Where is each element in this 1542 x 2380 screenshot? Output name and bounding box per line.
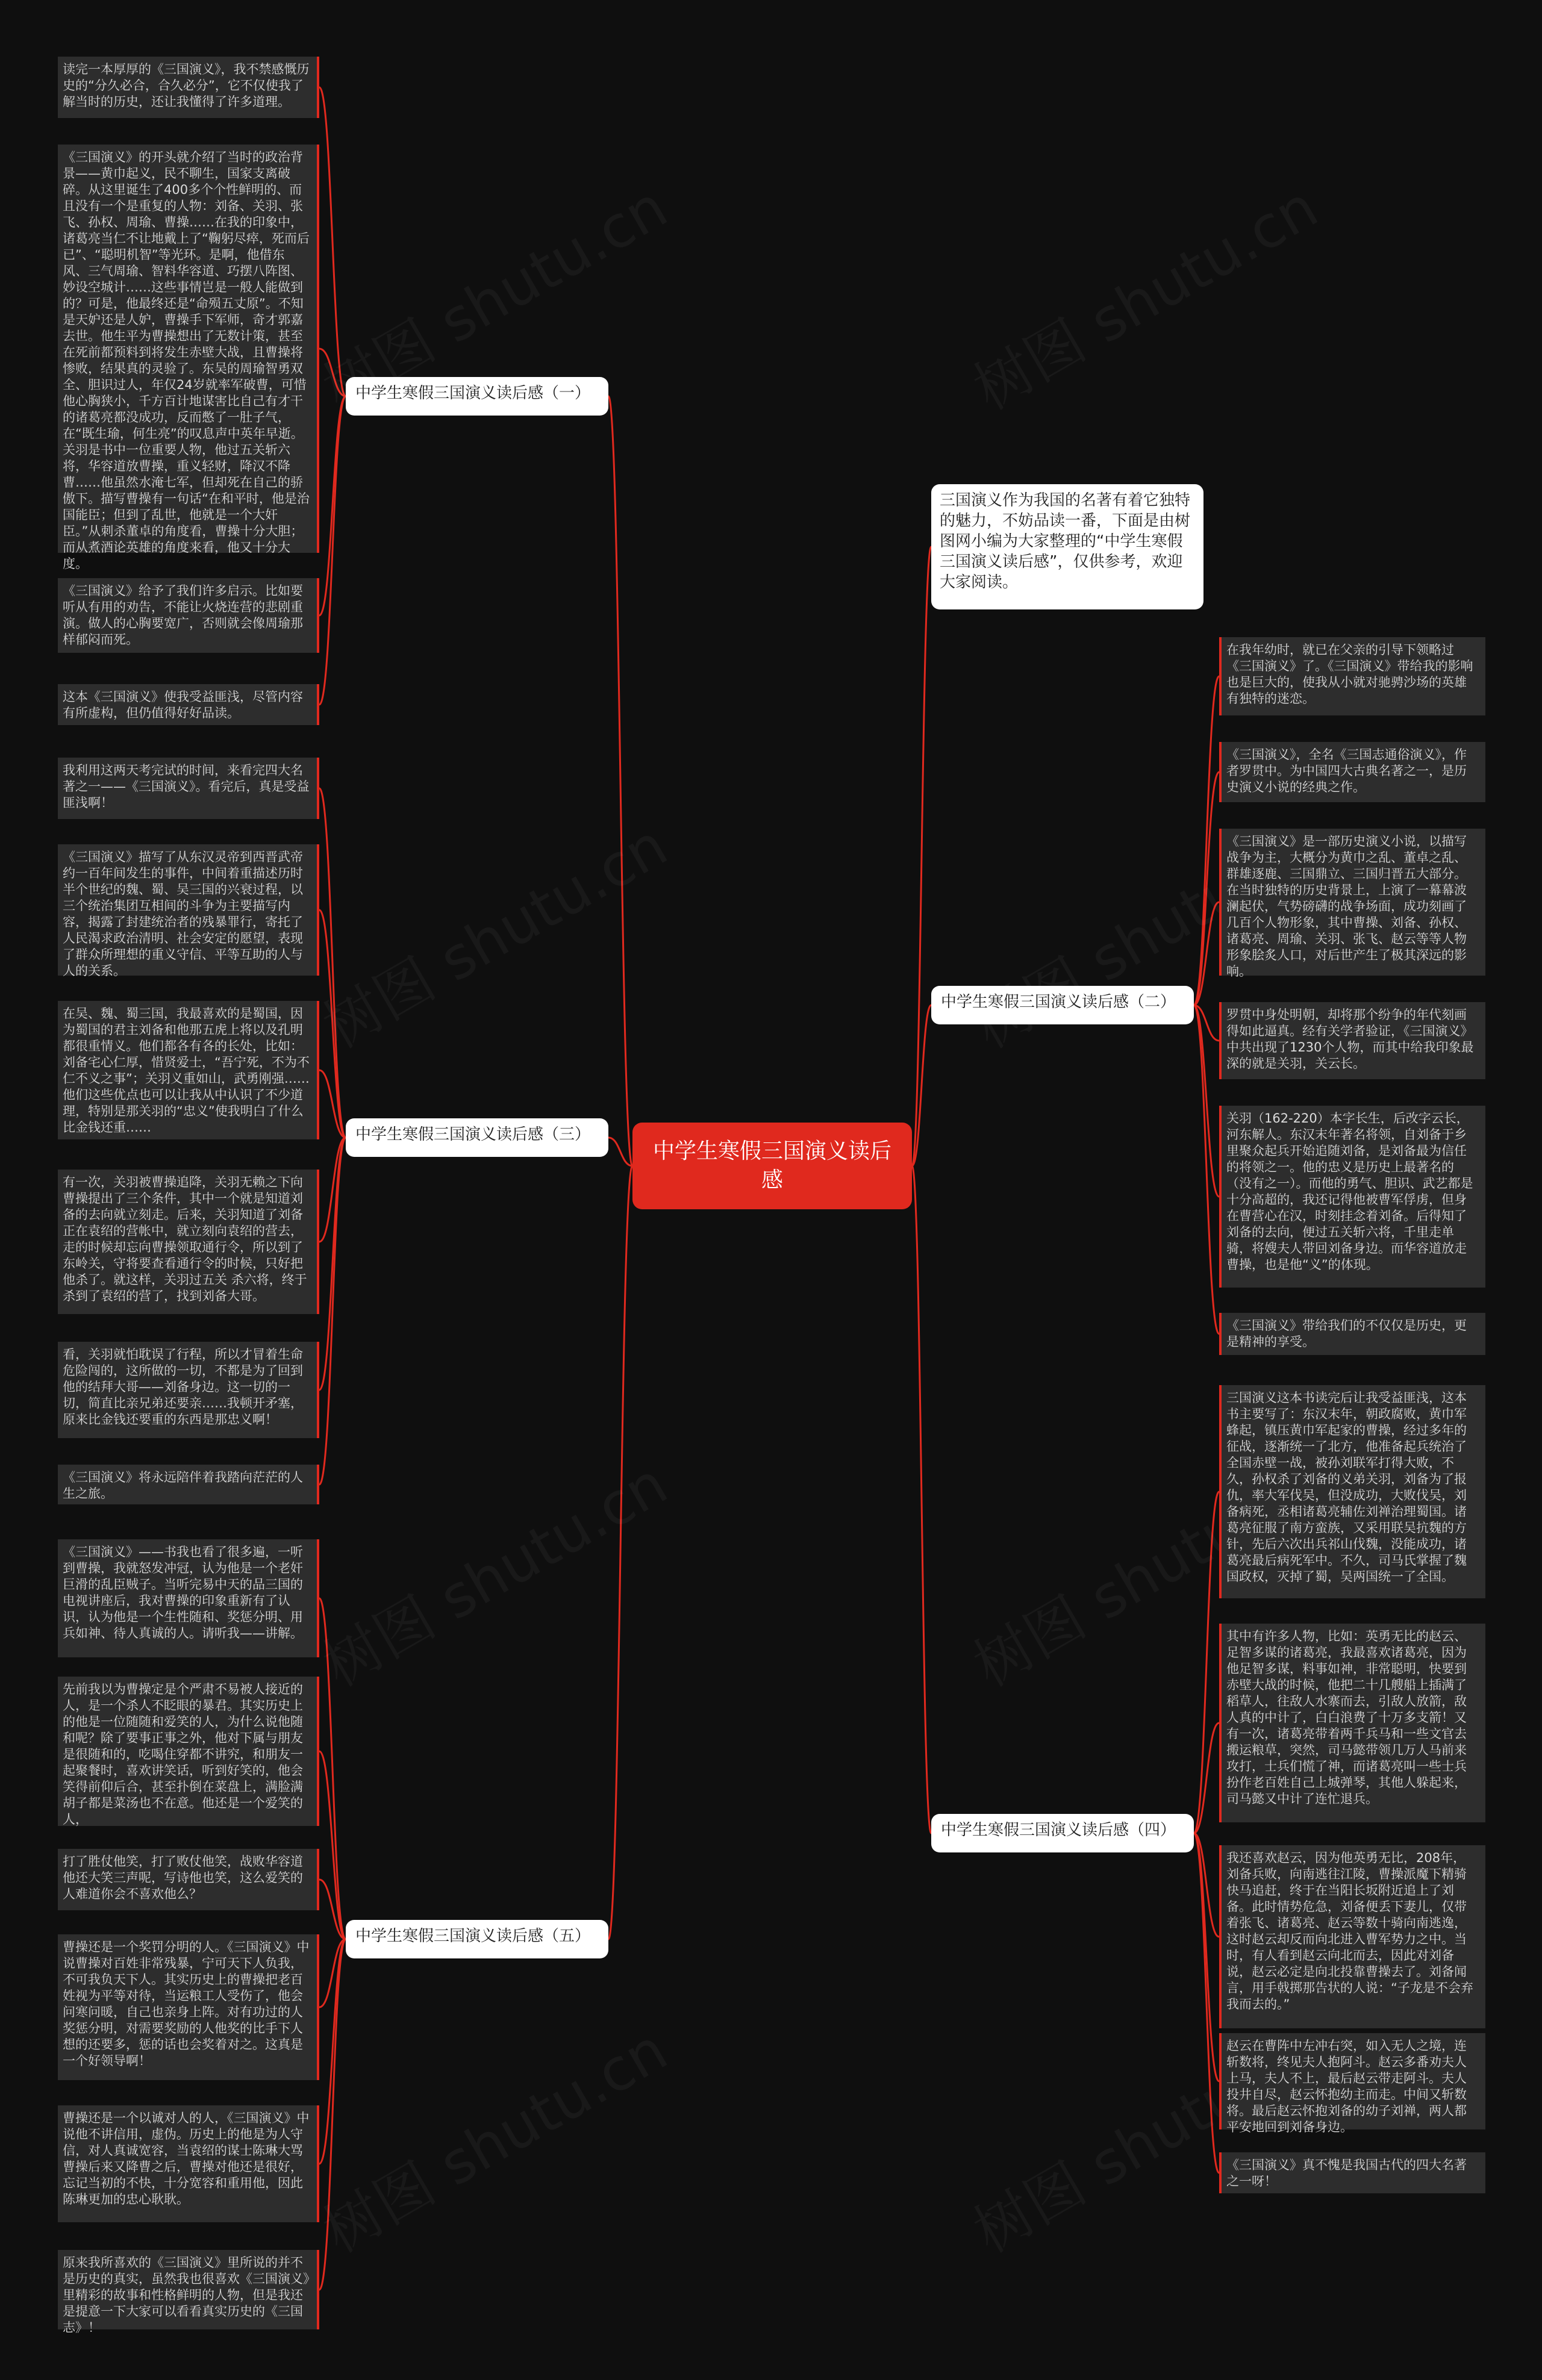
leaf-text: 读完一本厚厚的《三国演义》，我不禁感慨历史的“分久必合，合久必分”，它不仅使我了解当时的历史，还让我懂得了许多道理。 [63, 62, 310, 109]
branch-node-4[interactable] [931, 1814, 1194, 1852]
leaf-text: 在我年幼时，就已在父亲的引导下领略过《三国演义》了。《三国演义》带给我的影响也是巨大的，使我从小就对驰骋沙场的英雄有独特的迷恋。 [1226, 643, 1473, 706]
center-to-branch-line [912, 1166, 931, 1833]
leaf-note[interactable] [58, 1934, 319, 2080]
branch-label: 中学生寒假三国演义读后感（三） [355, 1126, 591, 1144]
branch-label: 中学生寒假三国演义读后感（五） [355, 1927, 591, 1945]
leaf-note[interactable] [1219, 1385, 1485, 1598]
leaf-text: 《三国演义》真不愧是我国古代的四大名著之一呀！ [1226, 2158, 1467, 2188]
branch-label: 中学生寒假三国演义读后感（二） [941, 993, 1176, 1011]
leaf-note[interactable] [1219, 1313, 1485, 1355]
central-topic[interactable] [632, 1123, 912, 1209]
leaf-note[interactable] [58, 1342, 319, 1438]
leaf-text: 赵云在曹阵中左冲右突，如入无人之境，连斩数将，终见夫人抱阿斗。赵云多番劝夫人上马，夫人不上，最后赵云带走阿斗。夫人投井自尽，赵云怀抱幼主而走。中间又斩数将。最后赵云怀抱刘备的幼子刘禅，两人都平安地回到刘备身边。 [1226, 2039, 1467, 2134]
leaf-text: 《三国演义》是一部历史演义小说，以描写战争为主，大概分为黄巾之乱、董卓之乱、群雄逐鹿、三国鼎立、三国归晋五大部分。在当时独特的历史背景上，上演了一幕幕波澜起伏，气势磅礴的战争场面，成功刻画了几百个人物形象，其中曹操、刘备、孙权、诸葛亮、周瑜、关羽、张飞、赵云等等人物形象脍炙人口，对后世产生了极其深远的影响。 [1226, 834, 1467, 979]
leaf-note[interactable] [58, 578, 319, 653]
leaf-text: 这本《三国演义》使我受益匪浅，尽管内容有所虚构，但仍值得好好品读。 [63, 690, 303, 720]
leaf-text: 《三国演义》的开头就介绍了当时的政治背景——黄巾起义，民不聊生，国家支离破碎。从这里诞生了400多个个性鲜明的、而且没有一个是重复的人物：刘备、关羽、张飞、孙权、周瑜、曹操……在我的印象中，诸葛亮当仁不让地戴上了“鞠躬尽瘁，死而后已”、“聪明机智”等光环。是啊，他借东风、三气周瑜、智料华容道、巧摆八阵图、妙设空城计……这些事情岂是一般人能做到的？可是，他最终还是“命殒五丈原”。不知是天妒还是人妒，曹操手下军师，奇才郭嘉去世。他生平为曹操想出了无数计策，甚至在死前都预料到将发生赤壁大战，且曹操将惨败，结果真的灵验了。东吴的周瑜智勇双全、胆识过人，年仅24岁就率军破曹，可惜他心胸狭小，千方百计地谋害比自己有才干的诸葛亮都没成功，反而憋了一肚子气，在“既生瑜，何生亮”的叹息声中英年早逝。关羽是书中一位重要人物，他过五关斩六将，华容道放曹操，重义轻财，降汉不降曹……他虽然水淹七军，但却死在自己的骄傲下。描写曹操有一句话“在和平时，他是治国能臣；但到了乱世，他就是一个大奸臣。”从刺杀董卓的角度看，曹操十分大胆；而从煮酒论英雄的角度来看，他又十分大度。 [63, 150, 310, 571]
leaf-text: 先前我以为曹操定是个严肃不易被人接近的人，是一个杀人不眨眼的暴君。其实历史上的他是一位随随和爱笑的人，为什么说他随和呢？除了要事正事之外，他对下属与朋友是很随和的，吃喝住穿都不讲究，和朋友一起聚餐时，喜欢讲笑话，听到好笑的，他会笑得前仰后合，甚至扑倒在菜盘上，满脸满胡子都是菜汤也不在意。他还是一个爱笑的人， [63, 1682, 303, 1827]
leaf-text: 在吴、魏、蜀三国，我最喜欢的是蜀国，因为蜀国的君主刘备和他那五虎上将以及孔明都很重情义。他们都各有各的长处，比如：刘备宅心仁厚，惜贤爱士，“吾宁死，不为不仁不义之事”；关羽义重如山，武勇刚强……他们这些优点也可以让我从中认识了不少道理，特别是那关羽的“忠义”使我明白了什么比金钱还重…… [63, 1006, 310, 1135]
leaf-note[interactable] [58, 1677, 319, 1826]
leaf-note[interactable] [58, 1170, 319, 1314]
leaf-text: 关羽（162-220）本字长生，后改字云长，河东解人。东汉末年著名将领，自刘备于乡里聚众起兵开始追随刘备，是刘备最为信任的将领之一。他的忠义是历史上最著名的（没有之一）。而他的勇气、胆识、武艺都是十分高超的，我还记得他被曹军俘虏，但身在曹营心在汉，时刻挂念着刘备。后得知了刘备的去向，便过五关斩六将，千里走单骑，将嫂夫人带回刘备身边。而华容道放走曹操，也是他“义”的体现。 [1226, 1111, 1473, 1272]
leaf-text: 曹操还是一个奖罚分明的人。《三国演义》中说曹操对百姓非常残暴，宁可天下人负我，不可我负天下人。其实历史上的曹操把老百姓视为平等对待，当运粮工人受伤了，他会问寒问暖，自己也亲身上阵。对有功过的人奖惩分明，对需要奖励的人他奖的比手下人想的还要多，惩的话也会奖着对之。这真是一个好领导啊！ [63, 1940, 310, 2068]
leaf-note[interactable] [1219, 1106, 1485, 1288]
leaf-note[interactable] [1219, 1624, 1485, 1822]
leaf-text: 打了胜仗他笑，打了败仗他笑，战败华容道他还大笑三声呢，写诗他也笑，这么爱笑的人难道你会不喜欢他么？ [63, 1854, 303, 1901]
branch-node-2[interactable] [931, 986, 1194, 1024]
leaf-text: 《三国演义》将永远陪伴着我踏向茫茫的人生之旅。 [63, 1470, 303, 1501]
leaf-text: 看，关羽就怕耽误了行程，所以才冒着生命危险闯的，这所做的一切，不都是为了回到他的结拜大哥——刘备身边。这一切的一切，简直比亲兄弟还要亲……我顿开矛塞，原来比金钱还要重的东西是那忠义啊！ [63, 1347, 303, 1427]
leaf-text: 《三国演义》给予了我们许多启示。比如要听从有用的劝告，不能让火烧连营的悲剧重演。做人的心胸要宽广，否则就会像周瑜那样郁闷而死。 [63, 584, 303, 647]
leaf-note[interactable] [58, 758, 319, 819]
leaf-note[interactable] [58, 1539, 319, 1657]
leaf-note[interactable] [58, 145, 319, 571]
branch-node-3[interactable] [346, 1118, 608, 1157]
leaf-text: 《三国演义》描写了从东汉灵帝到西晋武帝约一百年间发生的事件，中间着重描述历时半个世纪的魏、蜀、吴三国的兴衰过程，以三个统治集团互相间的斗争为主要描写内容，揭露了封建统治者的残暴罪行，寄托了人民渴求政治清明、社会安定的愿望，表现了群众所理想的重义守信、平等互助的人与人的关系。 [63, 850, 303, 978]
leaf-text: 罗贯中身处明朝，却将那个纷争的年代刻画得如此逼真。经有关学者验证，《三国演义》中共出现了1230个人物，而其中给我印象最深的就是关羽，关云长。 [1226, 1008, 1474, 1071]
branch-to-leaf-line [1194, 1005, 1219, 1334]
leaf-note[interactable] [58, 2250, 319, 2335]
leaf-text: 我还喜欢赵云，因为他英勇无比，208年，刘备兵败，向南逃往江陵，曹操派魔下精骑快马追赶，终于在当阳长坂附近追上了刘备。此时情势危急，刘备便丢下妻儿，仅带着张飞、诸葛亮、赵云等数十骑向南逃逸，这时赵云却反而向北进入曹军势力之中。当时，有人看到赵云向北而去，因此对刘备说，赵云必定是向北投靠曹操去了。刘备闻言，用手戟掷那告状的人说：“子龙是不会弃我而去的。” [1226, 1851, 1473, 2011]
branch-to-leaf-line [319, 396, 346, 705]
leaf-text: 有一次，关羽被曹操追降，关羽无赖之下向曹操提出了三个条件，其中一个就是知道刘备的去向就立刻走。后来，关羽知道了刘备正在袁绍的营帐中，就立刻向袁绍的营去，走的时候却忘向曹操领取通行令，所以到了东岭关，守将要查看通行令的时候，只好把他杀了。就这样，关羽过五关 杀六将，终于杀到了袁绍的营了，找到刘备大哥。 [63, 1175, 307, 1303]
leaf-note[interactable] [1219, 2033, 1485, 2134]
leaf-note[interactable] [1219, 829, 1485, 979]
central-topic-label: 中学生寒假三国演义读后感 [652, 1139, 891, 1192]
leaf-note[interactable] [58, 1465, 319, 1504]
leaf-note[interactable] [58, 1849, 319, 1910]
leaf-note[interactable] [1219, 1002, 1485, 1079]
leaf-text: 曹操还是一个以诚对人的人，《三国演义》中说他不讲信用，虚伪。历史上的他是为人守信，对人真诚宽容，当袁绍的谋士陈琳大骂曹操后来又降曹之后，曹操对他还是很好，忘记当初的不快，十分宽容和重用他，因此陈琳更加的忠心耿耿。 [63, 2111, 310, 2207]
center-to-branch-line [608, 396, 632, 1166]
leaf-text: 《三国演义》——书我也看了很多遍，一听到曹操，我就怒发冲冠，认为他是一个老奸巨滑的乱臣贼子。当听完易中天的品三国的电视讲座后，我对曹操的印象重新有了认识，认为他是一个生性随和、奖惩分明、用兵如神、待人真诚的人。请听我——讲解。 [63, 1545, 303, 1640]
leaf-note[interactable] [58, 684, 319, 725]
branch-to-leaf-line [319, 788, 346, 1138]
leaf-note[interactable] [1219, 2152, 1485, 2193]
leaf-note[interactable] [58, 2105, 319, 2222]
branch-label: 中学生寒假三国演义读后感（一） [355, 384, 591, 402]
leaf-note[interactable] [1219, 742, 1485, 802]
leaf-text: 《三国演义》带给我们的不仅仅是历史，更是精神的享受。 [1226, 1318, 1467, 1349]
leaf-note[interactable] [58, 57, 319, 118]
branch-to-leaf-line [319, 396, 346, 615]
leaf-note[interactable] [58, 1001, 319, 1139]
leaf-text: 原来我所喜欢的《三国演义》里所说的并不是历史的真实，虽然我也很喜欢《三国演义》里精彩的故事和性格鲜明的人物，但是我还是提意一下大家可以看看真实历史的《三国志》！ [63, 2255, 310, 2335]
leaf-note[interactable] [1219, 1845, 1485, 2028]
branch-node-5[interactable] [346, 1920, 608, 1958]
center-to-branch-line [608, 1166, 632, 1939]
leaf-text: 其中有许多人物，比如：英勇无比的赵云、足智多谋的诸葛亮，我最喜欢诸葛亮，因为他足智多谋，料事如神，非常聪明，快要到赤壁大战的时候，他把二十几艘船上插满了稻草人，往敌人水寨而去，引敌人放箭，敌人真的中计了，白白浪费了十万多支箭！又有一次，诸葛亮带着两千兵马和一些文官去搬运粮草，突然，司马懿带领几万人马前来攻打，士兵们慌了神，而诸葛亮叫一些士兵扮作老百姓自己上城弹琴，其他人躲起来，司马懿又中计了连忙退兵。 [1226, 1629, 1467, 1806]
branch-to-leaf-line [1194, 1833, 1219, 2081]
leaf-note[interactable] [1219, 637, 1485, 715]
branch-to-leaf-line [319, 1138, 346, 1390]
branch-node-1[interactable] [346, 377, 608, 416]
leaf-note[interactable] [58, 844, 319, 976]
branch-label: 中学生寒假三国演义读后感（四） [941, 1821, 1176, 1839]
leaf-text: 《三国演义》，全名《三国志通俗演义》，作者罗贯中。为中国四大古典名著之一，是历史演义小说的经典之作。 [1226, 747, 1467, 794]
intro-text: 三国演义作为我国的名著有着它独特的魅力，不妨品读一番，下面是由树图网小编为大家整理的“中学生寒假三国演义读后感”，仅供参考，欢迎大家阅读。 [940, 491, 1191, 591]
intro-node[interactable] [931, 484, 1203, 609]
leaf-text: 三国演义这本书读完后让我受益匪浅，这本书主要写了：东汉末年，朝政腐败，黄巾军蜂起，镇压黄巾军起家的曹操，经过多年的征战，逐渐统一了北方，他准备起兵统治了全国赤壁一战，被孙刘联军打得大败，不久，孙权杀了刘备的义弟关羽，刘备为了报仇，率大军伐吴，但没成功，大败伐吴，刘备病死，丞相诸葛亮辅佐刘禅治理蜀国。诸葛亮征服了南方蛮族，又采用联吴抗魏的方针，先后六次出兵祁山伐魏，没能成功，诸葛亮最后病死军中。不久，司马氏掌握了魏国政权，灭掉了蜀，吴两国统一了全国。 [1226, 1391, 1467, 1584]
leaf-text: 我利用这两天考完试的时间，来看完四大名著之一——《三国演义》。看完后，真是受益匪浅啊！ [63, 763, 310, 810]
